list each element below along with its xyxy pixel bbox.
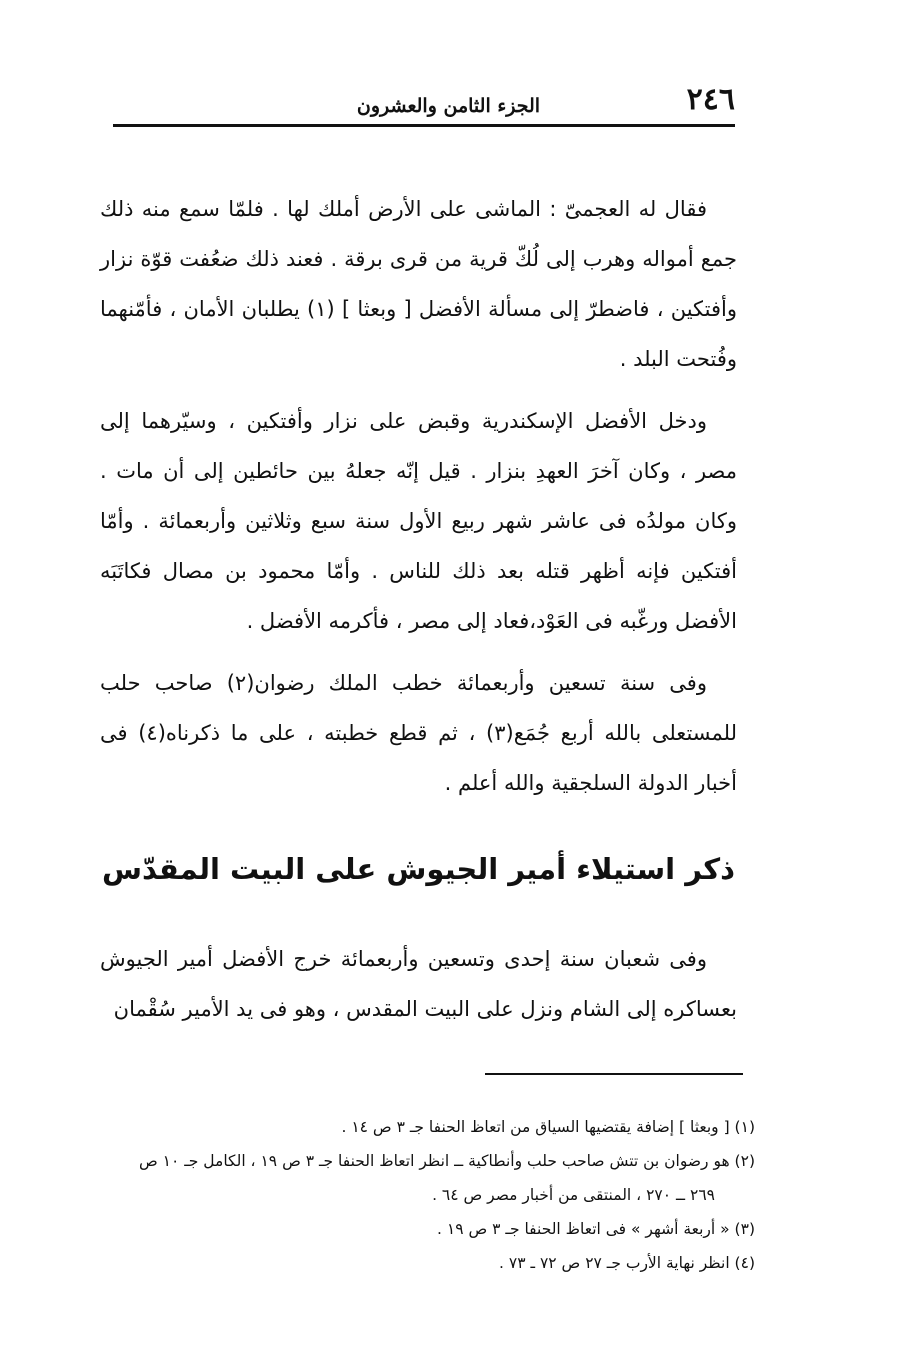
footnote-separator bbox=[485, 1073, 743, 1075]
footnotes bbox=[115, 1110, 755, 1280]
paragraph: فقال له العجمىّ : الماشى على الأرض أملك لها . فلمّا سمع منه ذلك جمع أمواله وهرب إلى لُكّ قرية من قرى برقة . فعند ذلك ضعُفت قوّة نزار وأفتكين ، فاضطرّ إلى مسألة الأفضل [ وبعثا ] (١) يطلبان الأمان ، فأمّنهما وفُتحت البلد . bbox=[100, 197, 737, 371]
paragraph: وفى شعبان سنة إحدى وتسعين وأربعمائة خرج الأفضل أمير الجيوش بعساكره إلى الشام ونزل على البيت المقدس ، وهو فى يد الأمير سُقْمان bbox=[100, 947, 737, 1021]
footnote: (٤) انظر نهاية الأرب جـ ٢٧ ص ٧٢ ـ ٧٣ . bbox=[499, 1254, 755, 1272]
footnote: (٣) « أربعة أشهر » فى اتعاظ الحنفا جـ ٣ ص ١٩ . bbox=[437, 1220, 755, 1238]
header-rule bbox=[113, 124, 735, 127]
paragraph: ودخل الأفضل الإسكندرية وقبض على نزار وأفتكين ، وسيّرهما إلى مصر ، وكان آخرَ العهدِ بنزار . قيل إنّه جعلهُ بين حائطين إلى أن مات . وكان مولدُه فى عاشر شهر ربيع الأول سنة سبع وثلاثين وأربعمائة . وأمّا أفتكين فإنه أظهر قتله بعد ذلك للناس . وأمّا محمود بن مصال فكاتَبَه الأفضل ورغّبه فى العَوْد،فعاد إلى مصر ، فأكرمه الأفضل . bbox=[100, 409, 737, 633]
paragraph: وفى سنة تسعين وأربعمائة خطب الملك رضوان(٢) صاحب حلب للمستعلى بالله أربع جُمَع(٣) ، ثم قطع خطبته ، على ما ذكرناه(٤) فى أخبار الدولة السلجقية والله أعلم . bbox=[100, 671, 737, 795]
main-text bbox=[100, 184, 737, 1034]
section-heading: ذكر استيلاء أمير الجيوش على البيت المقدّس bbox=[102, 852, 735, 886]
page-number: ٢٤٦ bbox=[686, 82, 735, 117]
footnote: (١) [ وبعثا ] إضافة يقتضيها السياق من اتعاظ الحنفا جـ ٣ ص ١٤ . bbox=[341, 1118, 755, 1136]
footnote: (٢) هو رضوان بن تتش صاحب حلب وأنطاكية ــ انظر اتعاظ الحنفا جـ ٣ ص ١٩ ، الكامل جـ ١٠ ص ٢٦٩ ــ ٢٧٠ ، المنتقى من أخبار مصر ص ٦٤ . bbox=[138, 1152, 755, 1204]
running-header: الجزء الثامن والعشرون bbox=[356, 95, 541, 117]
